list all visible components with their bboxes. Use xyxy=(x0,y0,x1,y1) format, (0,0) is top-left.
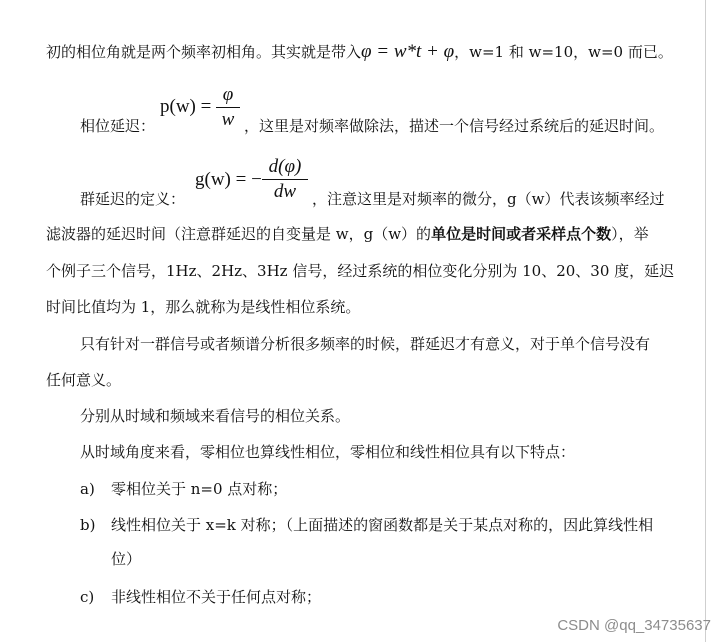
para2-line2: 任何意义。 xyxy=(46,371,122,389)
text-line-1 xyxy=(46,42,673,62)
group-delay-lhs: g(w) = − xyxy=(195,169,262,190)
gd-line2-post: ），举 xyxy=(611,225,649,243)
phase-delay-lhs: p(w) = xyxy=(160,96,212,117)
group-delay-numerator: d(φ) xyxy=(268,156,302,177)
text-line-gd2 xyxy=(46,224,649,244)
list-item-c: 非线性相位不关于任何点对称； xyxy=(111,588,322,606)
phase-delay-numerator: φ xyxy=(222,84,234,105)
phase-delay-label: 相位延迟： xyxy=(80,117,156,135)
para2-line1: 只有针对一群信号或者频谱分析很多频率的时候，群延迟才有意义，对于单个信号没有 xyxy=(80,335,651,353)
group-delay-denominator: dw xyxy=(273,181,297,202)
list-marker-a: a) xyxy=(80,480,95,498)
csdn-watermark: CSDN @qq_34735637 xyxy=(557,617,711,634)
para4: 从时域角度来看，零相位也算线性相位，零相位和线性相位具有以下特点： xyxy=(80,443,576,461)
fraction-bar xyxy=(216,107,240,108)
text-line-gd3: 个例子三个信号，1Hz、2Hz、3Hz 信号，经过系统的相位变化分别为 10、20、30 度，延迟 xyxy=(46,262,675,280)
phase-delay-description: ，这里是对频率做除法，描述一个信号经过系统后的延迟时间。 xyxy=(244,117,665,135)
line1-prefix: 初的相位角就是两个频率初相角。其实就是带入 xyxy=(46,43,362,61)
list-item-b: 线性相位关于 x=k 对称；（上面描述的窗函数都是关于某点对称的，因此算线性相 xyxy=(111,516,654,534)
line1-suffix: ，w=1 和 w=10，w=0 而已。 xyxy=(454,43,673,61)
list-item-a: 零相位关于 n=0 点对称； xyxy=(111,480,288,498)
group-delay-description: ，注意这里是对频率的微分，g（w）代表该频率经过 xyxy=(312,190,665,208)
para3: 分别从时域和频域来看信号的相位关系。 xyxy=(80,407,351,425)
list-item-b-cont: 位） xyxy=(111,550,142,568)
list-marker-c: c) xyxy=(80,588,95,606)
phase-delay-denominator: w xyxy=(221,109,235,130)
phase-formula: φ = w*t + φ xyxy=(361,41,455,62)
text-line-gd4: 时间比值均为 1，那么就称为是线性相位系统。 xyxy=(46,298,361,316)
list-marker-b: b) xyxy=(80,516,96,534)
group-delay-fraction xyxy=(262,156,308,203)
group-delay-label: 群延迟的定义： xyxy=(80,190,186,208)
bold-unit-phrase: 单位是时间或者采样点个数 xyxy=(431,225,612,243)
gd-line2-pre: 滤波器的延迟时间（注意群延迟的自变量是 w，g（w）的 xyxy=(46,225,432,243)
fraction-bar xyxy=(262,179,308,180)
phase-delay-fraction xyxy=(216,84,240,131)
page-right-edge xyxy=(705,0,706,642)
